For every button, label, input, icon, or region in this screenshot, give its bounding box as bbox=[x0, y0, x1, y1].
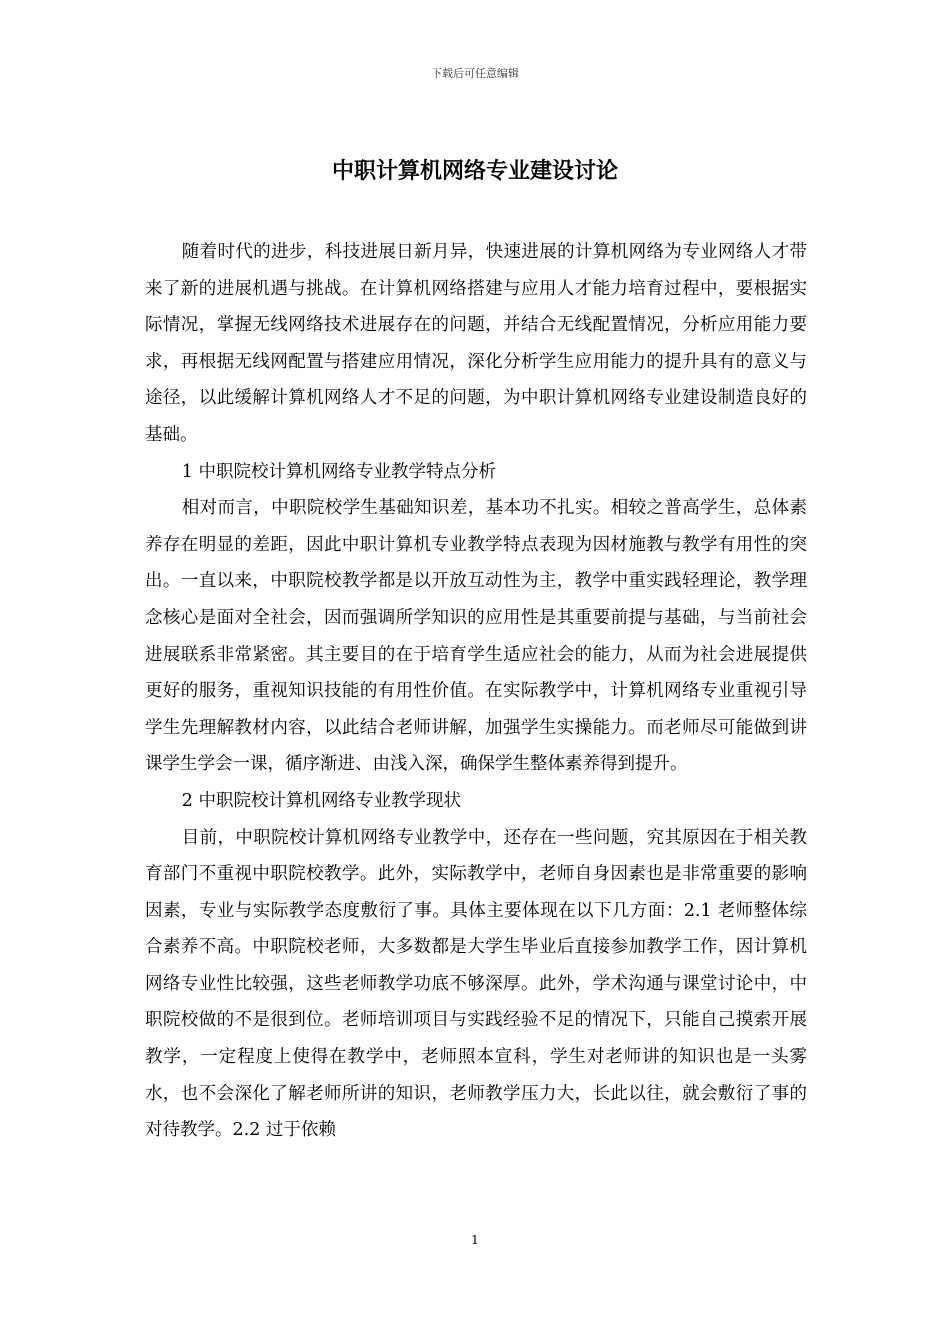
document-title: 中职计算机网络专业建设讨论 bbox=[331, 158, 618, 184]
section-heading-2: 2 中职院校计算机网络专业教学现状 bbox=[181, 790, 461, 811]
section-1-paragraph: 相对而言，中职院校学生基础知识差，基本功不扎实。相较之普高学生，总体素养存在明显的差距，因此中职计算机专业教学特点表现为因材施教与教学有用性的突出。一直以来，中职院校教学都是以开放互动性为主，教学中重实践轻理论，教学理念核心是面对全社会，因而强调所学知识的应用性是其重要前提与基础，与当前社会进展联系非常紧密。其主要目的在于培育学生适应社会的能力，从而为社会进展提供更好的服务，重视知识技能的有用性价值。在实际教学中，计算机网络专业重视引导学生先理解教材内容，以此结合老师讲解，加强学生实操能力。而老师尽可能做到讲课学生学会一课，循序渐进、由浅入深，确保学生整体素养得到提升。 bbox=[145, 498, 807, 775]
page-number: 1 bbox=[471, 1233, 479, 1247]
section-2-paragraph: 目前，中职院校计算机网络专业教学中，还存在一些问题，究其原因在于相关教育部门不重视中职院校教学。此外，实际教学中，老师自身因素也是非常重要的影响因素，专业与实际教学态度敷衍了事。具体主要体现在以下几方面：2.1 老师整体综合素养不高。中职院校老师，大多数都是大学生毕业后直接参加教学工作，因计算机网络专业性比较强，这些老师教学功底不够深厚。此外，学术沟通与课堂讨论中，中职院校做的不是很到位。老师培训项目与实践经验不足的情况下，只能自己摸索开展教学，一定程度上使得在教学中，老师照本宣科，学生对老师讲的知识也是一头雾水，也不会深化了解老师所讲的知识，老师教学压力大，长此以往，就会敷衍了事的对待教学。2.2 过于依赖 bbox=[145, 827, 807, 1141]
document-body bbox=[145, 234, 807, 1149]
section-heading-1: 1 中职院校计算机网络专业教学特点分析 bbox=[181, 461, 496, 482]
intro-paragraph: 随着时代的进步，科技进展日新月异，快速进展的计算机网络为专业网络人才带来了新的进展机遇与挑战。在计算机网络搭建与应用人才能力培育过程中，要根据实际情况，掌握无线网络技术进展存在的问题，并结合无线配置情况，分析应用能力要求，再根据无线网配置与搭建应用情况，深化分析学生应用能力的提升具有的意义与途径，以此缓解计算机网络人才不足的问题，为中职计算机网络专业建设制造良好的基础。 bbox=[145, 242, 807, 445]
page-header: 下载后可任意编辑 bbox=[431, 67, 519, 80]
